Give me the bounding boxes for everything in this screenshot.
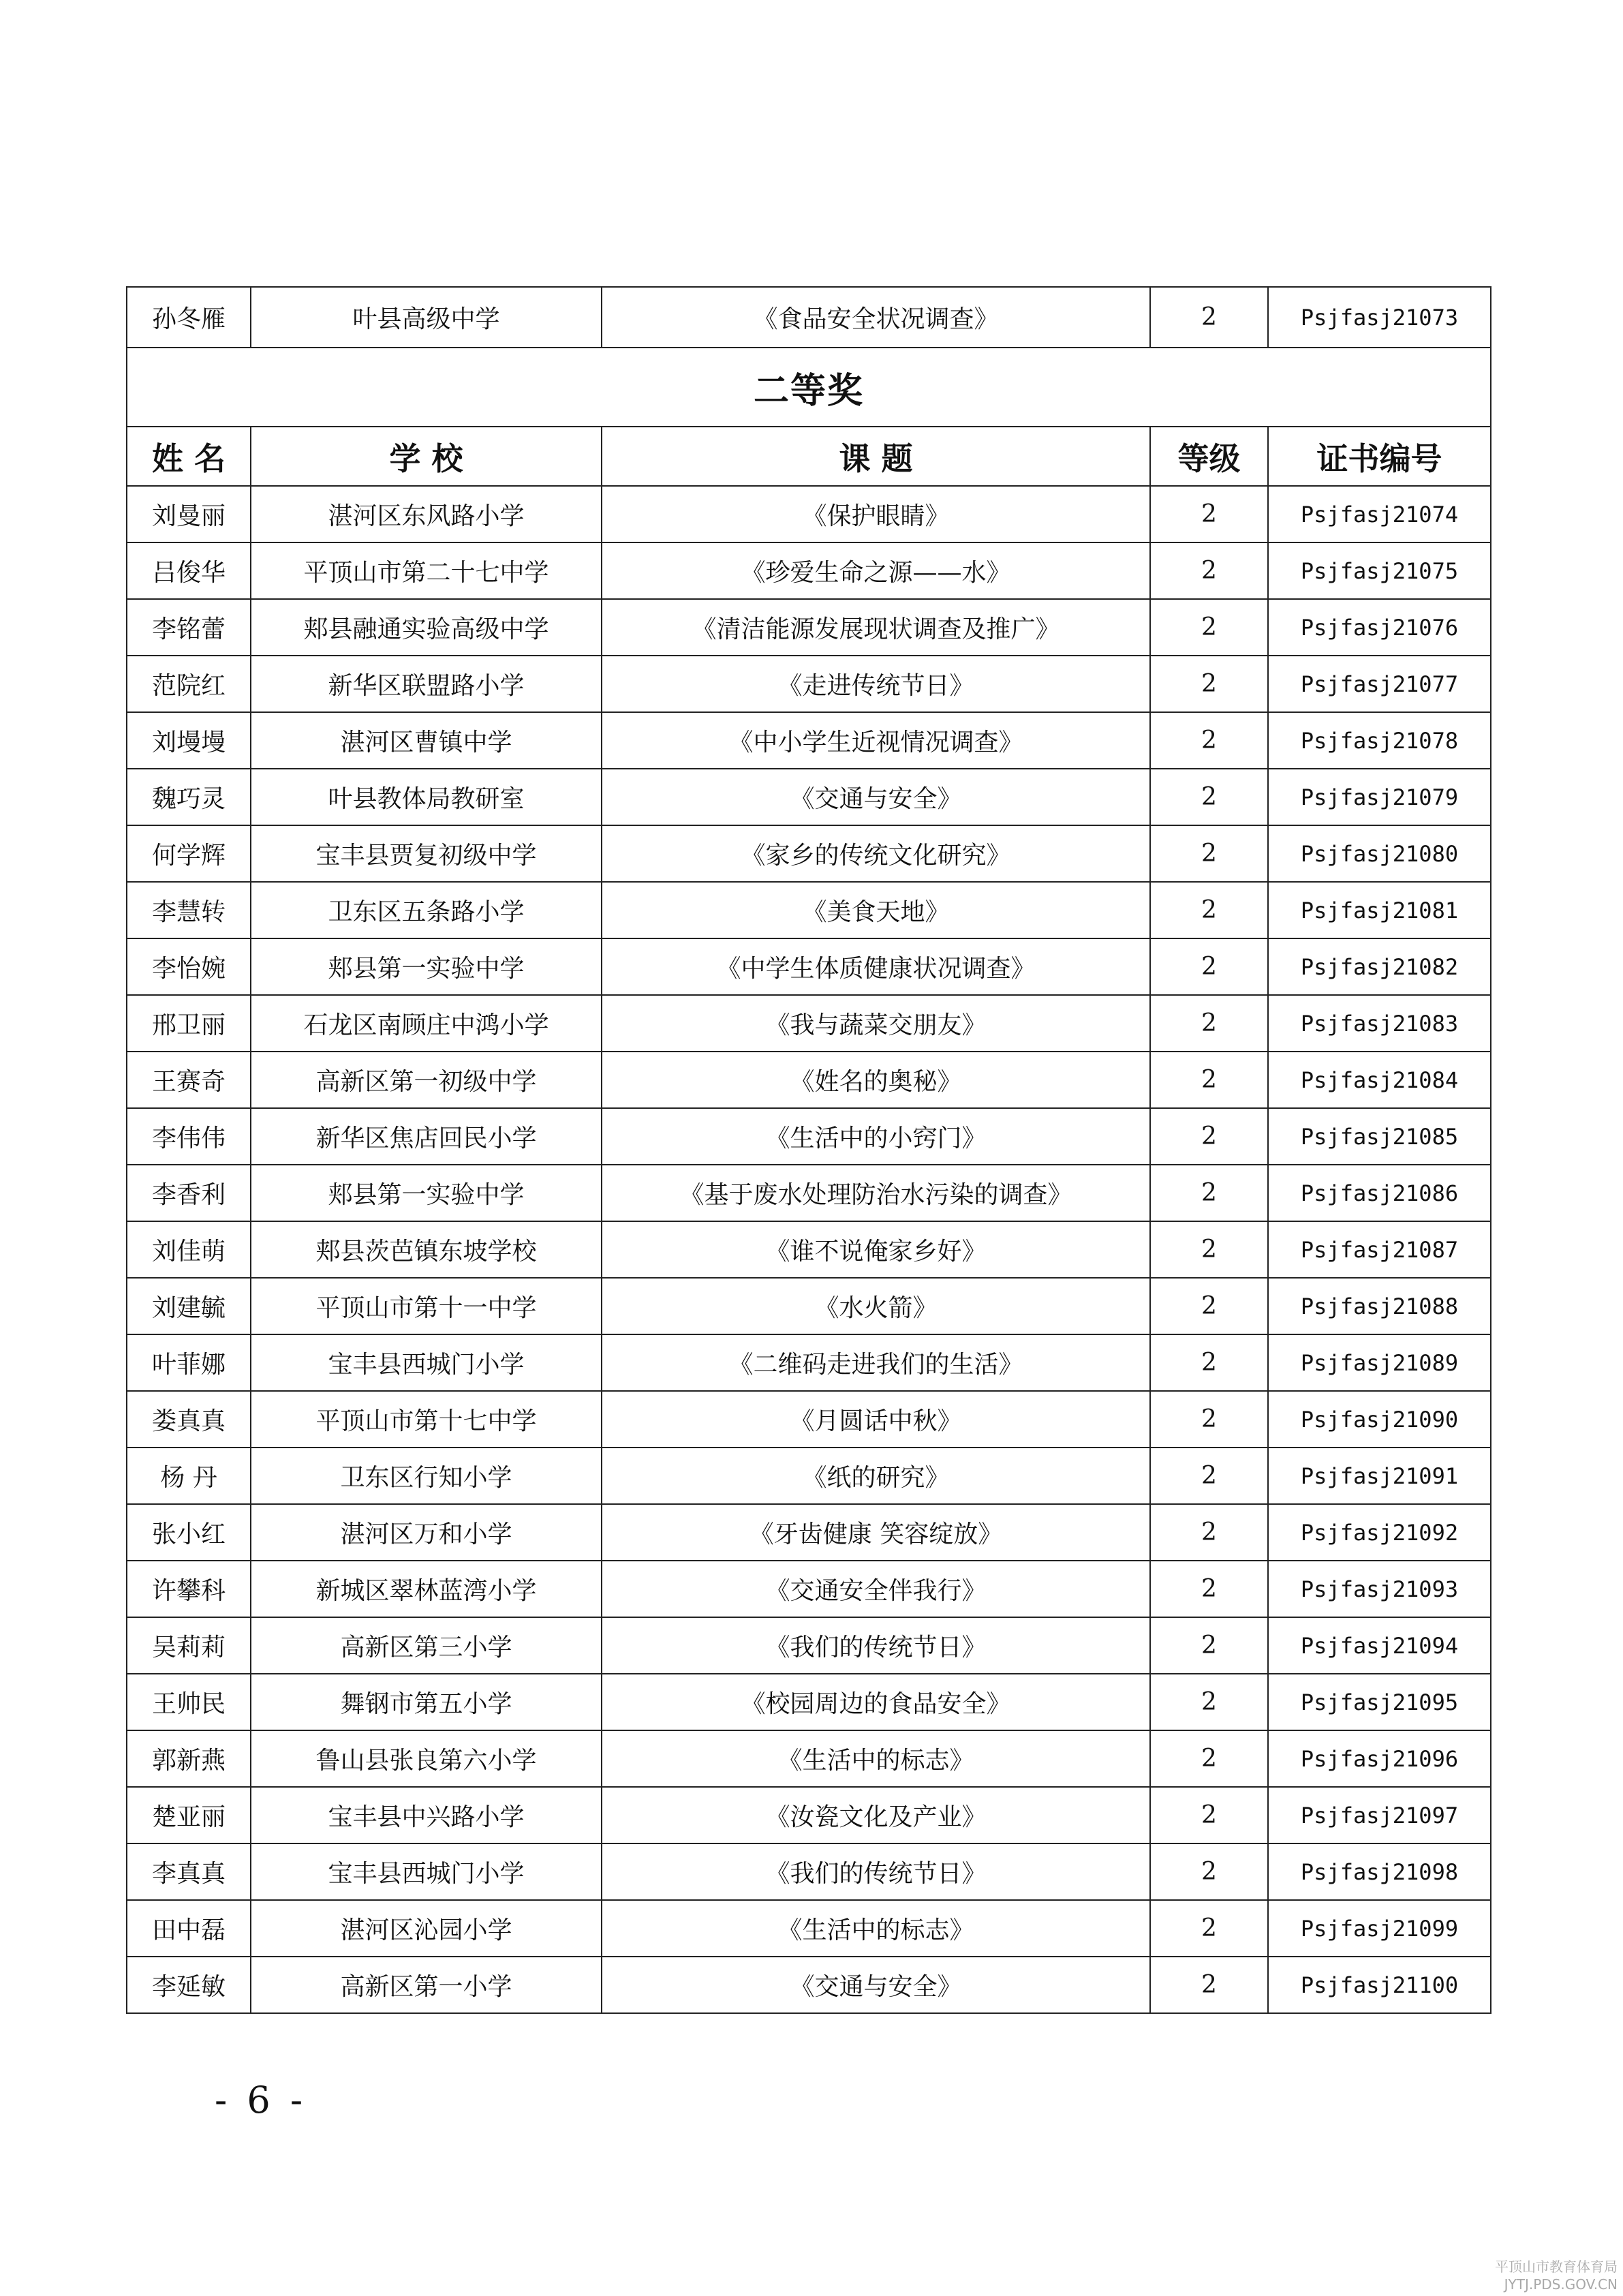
school-cell: 郏县第一实验中学 bbox=[251, 1165, 602, 1221]
header-row bbox=[127, 427, 1491, 486]
name-cell: 李怡婉 bbox=[127, 938, 251, 995]
table-row bbox=[127, 1221, 1491, 1278]
table-row bbox=[127, 1730, 1491, 1787]
certificate-cell: Psjfasj21083 bbox=[1268, 995, 1491, 1052]
grade-cell: 2 bbox=[1150, 1278, 1268, 1334]
topic-cell: 《交通与安全》 bbox=[602, 769, 1150, 825]
table-row bbox=[127, 1900, 1491, 1957]
topic-cell: 《二维码走进我们的生活》 bbox=[602, 1334, 1150, 1391]
table-row bbox=[127, 1334, 1491, 1391]
name-cell: 王帅民 bbox=[127, 1674, 251, 1730]
certificate-cell: Psjfasj21073 bbox=[1268, 287, 1491, 348]
table-row bbox=[127, 542, 1491, 599]
name-cell: 魏巧灵 bbox=[127, 769, 251, 825]
name-cell: 叶菲娜 bbox=[127, 1334, 251, 1391]
table-row bbox=[127, 1843, 1491, 1900]
certificate-cell: Psjfasj21082 bbox=[1268, 938, 1491, 995]
table-row bbox=[127, 1957, 1491, 2013]
table-row bbox=[127, 1448, 1491, 1504]
table-row bbox=[127, 1278, 1491, 1334]
topic-cell: 《水火箭》 bbox=[602, 1278, 1150, 1334]
grade-cell: 2 bbox=[1150, 1957, 1268, 2013]
certificate-cell: Psjfasj21081 bbox=[1268, 882, 1491, 938]
school-cell: 高新区第一小学 bbox=[251, 1957, 602, 2013]
name-cell: 楚亚丽 bbox=[127, 1787, 251, 1843]
certificate-cell: Psjfasj21091 bbox=[1268, 1448, 1491, 1504]
topic-cell: 《走进传统节日》 bbox=[602, 656, 1150, 712]
topic-cell: 《牙齿健康 笑容绽放》 bbox=[602, 1504, 1150, 1561]
page-number: - 6 - bbox=[215, 2079, 307, 2122]
topic-cell: 《交通安全伴我行》 bbox=[602, 1561, 1150, 1617]
certificate-cell: Psjfasj21080 bbox=[1268, 825, 1491, 882]
grade-cell: 2 bbox=[1150, 1391, 1268, 1448]
topic-cell: 《生活中的小窍门》 bbox=[602, 1108, 1150, 1165]
grade-cell: 2 bbox=[1150, 287, 1268, 348]
topic-cell: 《我与蔬菜交朋友》 bbox=[602, 995, 1150, 1052]
name-cell: 杨 丹 bbox=[127, 1448, 251, 1504]
table-row bbox=[127, 287, 1491, 348]
name-cell: 娄真真 bbox=[127, 1391, 251, 1448]
certificate-cell: Psjfasj21087 bbox=[1268, 1221, 1491, 1278]
certificate-cell: Psjfasj21088 bbox=[1268, 1278, 1491, 1334]
grade-cell: 2 bbox=[1150, 1900, 1268, 1957]
school-cell: 宝丰县贾复初级中学 bbox=[251, 825, 602, 882]
school-cell: 叶县高级中学 bbox=[251, 287, 602, 348]
header-school: 学 校 bbox=[251, 427, 602, 486]
school-cell: 新华区联盟路小学 bbox=[251, 656, 602, 712]
grade-cell: 2 bbox=[1150, 769, 1268, 825]
grade-cell: 2 bbox=[1150, 1504, 1268, 1561]
table-row bbox=[127, 656, 1491, 712]
name-cell: 田中磊 bbox=[127, 1900, 251, 1957]
header-name: 姓 名 bbox=[127, 427, 251, 486]
name-cell: 刘建毓 bbox=[127, 1278, 251, 1334]
section-row bbox=[127, 348, 1491, 427]
certificate-cell: Psjfasj21076 bbox=[1268, 599, 1491, 656]
certificate-cell: Psjfasj21078 bbox=[1268, 712, 1491, 769]
certificate-cell: Psjfasj21098 bbox=[1268, 1843, 1491, 1900]
topic-cell: 《汝瓷文化及产业》 bbox=[602, 1787, 1150, 1843]
topic-cell: 《我们的传统节日》 bbox=[602, 1843, 1150, 1900]
table-row bbox=[127, 1165, 1491, 1221]
header-certificate: 证书编号 bbox=[1268, 427, 1491, 486]
name-cell: 何学辉 bbox=[127, 825, 251, 882]
grade-cell: 2 bbox=[1150, 486, 1268, 542]
grade-cell: 2 bbox=[1150, 1108, 1268, 1165]
grade-cell: 2 bbox=[1150, 712, 1268, 769]
school-cell: 鲁山县张良第六小学 bbox=[251, 1730, 602, 1787]
school-cell: 卫东区行知小学 bbox=[251, 1448, 602, 1504]
certificate-cell: Psjfasj21093 bbox=[1268, 1561, 1491, 1617]
school-cell: 湛河区万和小学 bbox=[251, 1504, 602, 1561]
topic-cell: 《纸的研究》 bbox=[602, 1448, 1150, 1504]
certificate-cell: Psjfasj21084 bbox=[1268, 1052, 1491, 1108]
school-cell: 高新区第一初级中学 bbox=[251, 1052, 602, 1108]
grade-cell: 2 bbox=[1150, 1843, 1268, 1900]
grade-cell: 2 bbox=[1150, 542, 1268, 599]
school-cell: 叶县教体局教研室 bbox=[251, 769, 602, 825]
grade-cell: 2 bbox=[1150, 1674, 1268, 1730]
table-row bbox=[127, 1504, 1491, 1561]
table-row bbox=[127, 769, 1491, 825]
certificate-cell: Psjfasj21090 bbox=[1268, 1391, 1491, 1448]
header-topic: 课 题 bbox=[602, 427, 1150, 486]
topic-cell: 《中小学生近视情况调查》 bbox=[602, 712, 1150, 769]
school-cell: 宝丰县西城门小学 bbox=[251, 1334, 602, 1391]
name-cell: 孙冬雁 bbox=[127, 287, 251, 348]
school-cell: 平顶山市第十七中学 bbox=[251, 1391, 602, 1448]
school-cell: 湛河区沁园小学 bbox=[251, 1900, 602, 1957]
school-cell: 新华区焦店回民小学 bbox=[251, 1108, 602, 1165]
grade-cell: 2 bbox=[1150, 656, 1268, 712]
school-cell: 平顶山市第十一中学 bbox=[251, 1278, 602, 1334]
school-cell: 平顶山市第二十七中学 bbox=[251, 542, 602, 599]
school-cell: 卫东区五条路小学 bbox=[251, 882, 602, 938]
award-table bbox=[126, 286, 1491, 2014]
school-cell: 高新区第三小学 bbox=[251, 1617, 602, 1674]
table-row bbox=[127, 938, 1491, 995]
grade-cell: 2 bbox=[1150, 882, 1268, 938]
topic-cell: 《校园周边的食品安全》 bbox=[602, 1674, 1150, 1730]
table-row bbox=[127, 882, 1491, 938]
name-cell: 李慧转 bbox=[127, 882, 251, 938]
name-cell: 李延敏 bbox=[127, 1957, 251, 2013]
topic-cell: 《食品安全状况调查》 bbox=[602, 287, 1150, 348]
topic-cell: 《月圆话中秋》 bbox=[602, 1391, 1150, 1448]
table-row bbox=[127, 1787, 1491, 1843]
table-row bbox=[127, 995, 1491, 1052]
school-cell: 湛河区曹镇中学 bbox=[251, 712, 602, 769]
certificate-cell: Psjfasj21077 bbox=[1268, 656, 1491, 712]
name-cell: 刘佳萌 bbox=[127, 1221, 251, 1278]
name-cell: 范院红 bbox=[127, 656, 251, 712]
school-cell: 郏县第一实验中学 bbox=[251, 938, 602, 995]
name-cell: 吕俊华 bbox=[127, 542, 251, 599]
topic-cell: 《中学生体质健康状况调查》 bbox=[602, 938, 1150, 995]
school-cell: 宝丰县西城门小学 bbox=[251, 1843, 602, 1900]
school-cell: 郏县茨芭镇东坡学校 bbox=[251, 1221, 602, 1278]
name-cell: 许攀科 bbox=[127, 1561, 251, 1617]
table-row bbox=[127, 1617, 1491, 1674]
table-row bbox=[127, 1052, 1491, 1108]
name-cell: 王赛奇 bbox=[127, 1052, 251, 1108]
school-cell: 郏县融通实验高级中学 bbox=[251, 599, 602, 656]
grade-cell: 2 bbox=[1150, 1617, 1268, 1674]
certificate-cell: Psjfasj21100 bbox=[1268, 1957, 1491, 2013]
topic-cell: 《珍爱生命之源——水》 bbox=[602, 542, 1150, 599]
name-cell: 吴莉莉 bbox=[127, 1617, 251, 1674]
certificate-cell: Psjfasj21095 bbox=[1268, 1674, 1491, 1730]
certificate-cell: Psjfasj21086 bbox=[1268, 1165, 1491, 1221]
name-cell: 郭新燕 bbox=[127, 1730, 251, 1787]
name-cell: 李真真 bbox=[127, 1843, 251, 1900]
watermark-line-2: JYTJ.PDS.GOV.CN bbox=[1504, 2276, 1618, 2293]
topic-cell: 《清洁能源发展现状调查及推广》 bbox=[602, 599, 1150, 656]
certificate-cell: Psjfasj21092 bbox=[1268, 1504, 1491, 1561]
table-row bbox=[127, 1561, 1491, 1617]
school-cell: 新城区翠林蓝湾小学 bbox=[251, 1561, 602, 1617]
topic-cell: 《家乡的传统文化研究》 bbox=[602, 825, 1150, 882]
certificate-cell: Psjfasj21094 bbox=[1268, 1617, 1491, 1674]
section-title: 二等奖 bbox=[127, 348, 1491, 427]
name-cell: 刘曼丽 bbox=[127, 486, 251, 542]
school-cell: 宝丰县中兴路小学 bbox=[251, 1787, 602, 1843]
grade-cell: 2 bbox=[1150, 825, 1268, 882]
grade-cell: 2 bbox=[1150, 599, 1268, 656]
name-cell: 张小红 bbox=[127, 1504, 251, 1561]
grade-cell: 2 bbox=[1150, 1052, 1268, 1108]
name-cell: 李香利 bbox=[127, 1165, 251, 1221]
table-row bbox=[127, 1674, 1491, 1730]
watermark-line-1: 平顶山市教育体育局 bbox=[1495, 2259, 1618, 2275]
topic-cell: 《保护眼睛》 bbox=[602, 486, 1150, 542]
table-row bbox=[127, 1108, 1491, 1165]
table-row bbox=[127, 1391, 1491, 1448]
topic-cell: 《我们的传统节日》 bbox=[602, 1617, 1150, 1674]
table-row bbox=[127, 599, 1491, 656]
certificate-cell: Psjfasj21074 bbox=[1268, 486, 1491, 542]
grade-cell: 2 bbox=[1150, 1561, 1268, 1617]
topic-cell: 《姓名的奥秘》 bbox=[602, 1052, 1150, 1108]
grade-cell: 2 bbox=[1150, 1165, 1268, 1221]
name-cell: 李铭蕾 bbox=[127, 599, 251, 656]
certificate-cell: Psjfasj21089 bbox=[1268, 1334, 1491, 1391]
table-row bbox=[127, 712, 1491, 769]
table-row bbox=[127, 486, 1491, 542]
grade-cell: 2 bbox=[1150, 1221, 1268, 1278]
watermark bbox=[1495, 2258, 1618, 2293]
certificate-cell: Psjfasj21075 bbox=[1268, 542, 1491, 599]
grade-cell: 2 bbox=[1150, 1334, 1268, 1391]
school-cell: 石龙区南顾庄中鸿小学 bbox=[251, 995, 602, 1052]
topic-cell: 《生活中的标志》 bbox=[602, 1730, 1150, 1787]
name-cell: 刘墁墁 bbox=[127, 712, 251, 769]
certificate-cell: Psjfasj21079 bbox=[1268, 769, 1491, 825]
certificate-cell: Psjfasj21099 bbox=[1268, 1900, 1491, 1957]
name-cell: 邢卫丽 bbox=[127, 995, 251, 1052]
award-table-body bbox=[127, 287, 1491, 2013]
topic-cell: 《美食天地》 bbox=[602, 882, 1150, 938]
header-grade: 等级 bbox=[1150, 427, 1268, 486]
school-cell: 湛河区东风路小学 bbox=[251, 486, 602, 542]
grade-cell: 2 bbox=[1150, 995, 1268, 1052]
table-row bbox=[127, 825, 1491, 882]
grade-cell: 2 bbox=[1150, 1787, 1268, 1843]
grade-cell: 2 bbox=[1150, 1730, 1268, 1787]
grade-cell: 2 bbox=[1150, 938, 1268, 995]
topic-cell: 《谁不说俺家乡好》 bbox=[602, 1221, 1150, 1278]
school-cell: 舞钢市第五小学 bbox=[251, 1674, 602, 1730]
name-cell: 李伟伟 bbox=[127, 1108, 251, 1165]
topic-cell: 《基于废水处理防治水污染的调查》 bbox=[602, 1165, 1150, 1221]
certificate-cell: Psjfasj21097 bbox=[1268, 1787, 1491, 1843]
certificate-cell: Psjfasj21096 bbox=[1268, 1730, 1491, 1787]
grade-cell: 2 bbox=[1150, 1448, 1268, 1504]
topic-cell: 《生活中的标志》 bbox=[602, 1900, 1150, 1957]
certificate-cell: Psjfasj21085 bbox=[1268, 1108, 1491, 1165]
topic-cell: 《交通与安全》 bbox=[602, 1957, 1150, 2013]
